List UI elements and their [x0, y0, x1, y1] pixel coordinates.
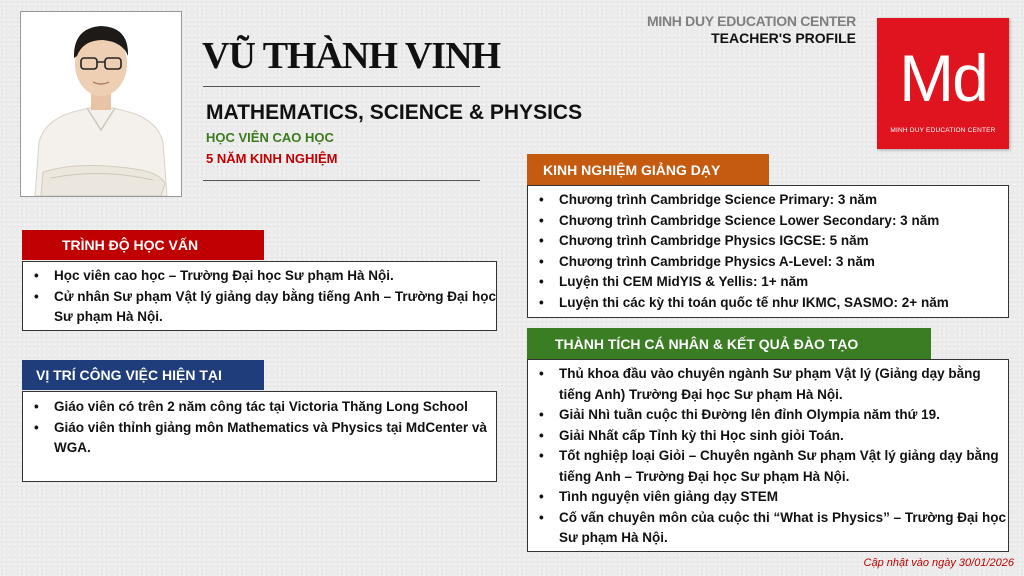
list-item: • Cử nhân Sư phạm Vật lý giảng dạy bằng tiếng Anh – Trường Đại học Sư phạm Hà Nội. [23, 287, 496, 328]
subject-divider [203, 180, 480, 181]
list-item: • Học viên cao học – Trường Đại học Sư phạm Hà Nội. [23, 266, 496, 287]
list-item: • Giải Nhất cấp Tỉnh kỳ thi Học sinh giỏi Toán. [528, 426, 1008, 447]
logo-text: Md [899, 41, 987, 115]
teaching-experience-box [527, 185, 1009, 318]
teacher-portrait-image [21, 12, 181, 196]
list-item: • Luyện thi CEM MidYIS & Yellis: 1+ năm [528, 272, 1008, 293]
position-box [22, 391, 497, 482]
teaching-experience-title: KINH NGHIỆM GIẢNG DẠY [543, 161, 721, 178]
list-item: • Tình nguyện viên giảng dạy STEM [528, 487, 1008, 508]
education-box [22, 261, 497, 331]
list-item: • Giải Nhì tuần cuộc thi Đường lên đỉnh Olympia năm thứ 19. [528, 405, 1008, 426]
teacher-degree: HỌC VIÊN CAO HỌC [206, 130, 334, 145]
list-item: • Giáo viên có trên 2 năm công tác tại Victoria Thăng Long School [23, 397, 496, 418]
list-item: • Chương trình Cambridge Physics A-Level: 3 năm [528, 252, 1008, 273]
teaching-experience-header [527, 154, 769, 185]
list-item: • Chương trình Cambridge Science Lower Secondary: 3 năm [528, 211, 1008, 232]
list-item: • Luyện thi các kỳ thi toán quốc tế như IKMC, SASMO: 2+ năm [528, 293, 1008, 314]
teaching-experience-list [528, 190, 1008, 313]
education-list [23, 266, 496, 328]
list-item: • Chương trình Cambridge Science Primary: 3 năm [528, 190, 1008, 211]
list-item: • Giáo viên thỉnh giảng môn Mathematics và Physics tại MdCenter và WGA. [23, 418, 496, 459]
name-divider [203, 86, 480, 87]
achievements-box [527, 359, 1009, 552]
logo-subtext: MINH DUY EDUCATION CENTER [890, 127, 996, 134]
profile-label: TEACHER'S PROFILE [711, 30, 856, 46]
teacher-photo [20, 11, 182, 197]
teacher-experience-years: 5 NĂM KINH NGHIỆM [206, 151, 338, 166]
list-item: • Chương trình Cambridge Physics IGCSE: 5 năm [528, 231, 1008, 252]
center-logo [877, 18, 1009, 149]
achievements-list [528, 364, 1008, 549]
achievements-header [527, 328, 931, 359]
position-title: VỊ TRÍ CÔNG VIỆC HIỆN TẠI [36, 367, 222, 383]
updated-date: Cập nhật vào ngày 30/01/2026 [863, 557, 1014, 569]
teacher-subjects: MATHEMATICS, SCIENCE & PHYSICS [206, 101, 583, 124]
education-header [22, 230, 264, 260]
list-item: • Tốt nghiệp loại Giỏi – Chuyên ngành Sư phạm Vật lý giảng dạy bằng tiếng Anh – Trường Đại học Sư phạm Hà Nội. [528, 446, 1008, 487]
position-header [22, 360, 264, 390]
list-item: • Thủ khoa đầu vào chuyên ngành Sư phạm Vật lý (Giảng dạy bằng tiếng Anh) Trường Đại học Sư phạm Hà Nội. [528, 364, 1008, 405]
center-name: MINH DUY EDUCATION CENTER [647, 13, 856, 29]
teacher-name: VŨ THÀNH VINH [202, 35, 501, 77]
education-title: TRÌNH ĐỘ HỌC VẤN [62, 237, 199, 253]
list-item: • Cố vấn chuyên môn của cuộc thi “What is Physics” – Trường Đại học Sư phạm Hà Nội. [528, 508, 1008, 549]
position-list [23, 397, 496, 459]
achievements-title: THÀNH TÍCH CÁ NHÂN & KẾT QUẢ ĐÀO TẠO [555, 335, 859, 352]
